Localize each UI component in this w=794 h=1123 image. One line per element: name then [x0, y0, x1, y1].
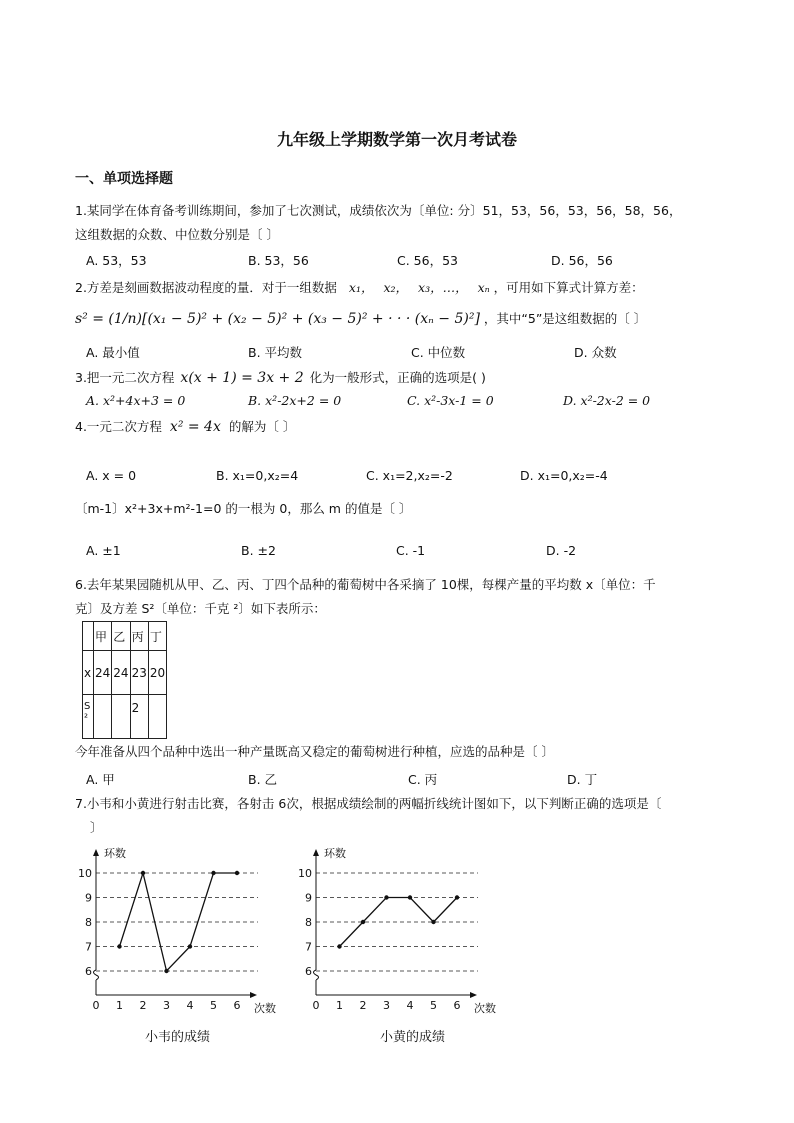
- q1-option-a[interactable]: A. 53，53: [86, 253, 147, 268]
- series-line: [120, 873, 238, 971]
- q3-option-a[interactable]: [86, 393, 185, 408]
- q4-stem: [75, 417, 295, 435]
- q3-option-c-text: C. x²-3x-1 = 0: [407, 393, 494, 408]
- section-heading: 一、单项选择题: [75, 171, 173, 187]
- q2-formula-tail: ，其中“5”是这组数据的〔 〕: [483, 311, 647, 326]
- y-tick-label: 6: [305, 965, 312, 978]
- q5-option-b[interactable]: B. ±2: [241, 543, 276, 558]
- q4-option-b[interactable]: B. x₁=0,x₂=4: [216, 468, 299, 483]
- q2-x1: x₁，: [348, 280, 374, 295]
- q4-suffix: 的解为〔 〕: [228, 419, 296, 434]
- x-axis-arrow: [250, 992, 257, 998]
- q3-equation: x(x + 1) = 3x + 2: [180, 370, 304, 386]
- table-cell: x: [83, 651, 94, 695]
- q6-option-a[interactable]: A. 甲: [86, 772, 115, 787]
- q5-option-d[interactable]: D. -2: [546, 543, 577, 558]
- table-cell: 23: [130, 651, 148, 695]
- q3-stem: [75, 368, 486, 386]
- q1-line1: 1.某同学在体育备考训练期间，参加了七次测试，成绩依次为〔单位: 分〕51，53，56，53，56，58，56，: [75, 203, 682, 218]
- y-tick-label: 6: [85, 965, 92, 978]
- q1-line2: 这组数据的众数、中位数分别是〔 〕: [75, 227, 279, 242]
- q2-x2: x₂，: [383, 280, 409, 295]
- data-point: [211, 871, 215, 875]
- q6-option-c[interactable]: C. 丙: [408, 772, 438, 787]
- table-cell: [148, 695, 166, 739]
- q1-option-c[interactable]: C. 56，53: [397, 253, 458, 268]
- series-line: [340, 898, 458, 947]
- y-tick-label: 9: [305, 891, 312, 905]
- y-tick-label: 9: [85, 891, 92, 905]
- data-point: [431, 920, 435, 924]
- table-header-cell: 丙: [130, 622, 148, 651]
- x-tick-label: 3: [163, 999, 170, 1012]
- q5-stem: 〔m-1〕x²+3x+m²-1=0 的一根为 0，那么 m 的值是〔 〕: [75, 501, 412, 516]
- q6-option-d[interactable]: D. 丁: [567, 772, 598, 787]
- table-cell: 20: [148, 651, 166, 695]
- table-cell: [94, 695, 112, 739]
- q3-option-d[interactable]: [563, 393, 650, 408]
- x-tick-label: 0: [312, 999, 320, 1012]
- chart-xiaowei: [78, 842, 290, 1020]
- x-tick-label: 1: [336, 999, 343, 1012]
- q2-xn: xₙ: [477, 280, 490, 295]
- q2-option-d[interactable]: D. 众数: [574, 345, 617, 360]
- x-axis-arrow: [470, 992, 477, 998]
- table-cell: [112, 695, 130, 739]
- q2-formula-line: [75, 309, 646, 327]
- q2-prefix: 2.方差是刻画数据波动程度的量．对于一组数据: [75, 280, 337, 295]
- y-axis-label: 环数: [104, 847, 126, 860]
- y-axis-arrow: [313, 849, 319, 856]
- table-header-cell: 丁: [148, 622, 166, 651]
- q5-option-a[interactable]: A. ±1: [86, 543, 121, 558]
- q2-x3: x₃，…，: [418, 280, 468, 295]
- data-point: [117, 944, 121, 948]
- data-point: [455, 895, 459, 899]
- q4-prefix: 4.一元二次方程: [75, 419, 162, 434]
- q3-option-d-text: D. x²-2x-2 = 0: [563, 393, 651, 408]
- page-title: 九年级上学期数学第一次月考试卷: [276, 130, 517, 149]
- y-tick-label: 10: [78, 867, 92, 880]
- q1-option-d[interactable]: D. 56，56: [551, 253, 613, 268]
- q3-option-b[interactable]: [248, 393, 341, 408]
- q3-suffix: 化为一般形式，正确的选项是( ): [309, 370, 486, 385]
- q2-option-a[interactable]: A. 最小值: [86, 345, 140, 360]
- q4-option-d[interactable]: D. x₁=0,x₂=-4: [520, 468, 608, 483]
- data-point: [188, 944, 192, 948]
- x-tick-label: 0: [92, 999, 100, 1012]
- data-point: [337, 944, 341, 948]
- y-tick-label: 8: [85, 916, 92, 929]
- chart-xiaohuang: [298, 842, 510, 1020]
- data-point: [408, 895, 412, 899]
- q7-line1: 7.小韦和小黄进行射击比赛，各射击 6次，根据成绩绘制的两幅折线统计图如下，以下判断正确的选项是〔: [75, 796, 662, 811]
- q3-option-c[interactable]: [407, 393, 494, 408]
- y-axis-label: 环数: [324, 847, 346, 860]
- variance-table: [82, 621, 167, 739]
- q2-stem: [75, 278, 644, 296]
- table-cell: 2: [130, 695, 148, 739]
- table-header-cell: [83, 622, 94, 651]
- data-point: [141, 871, 145, 875]
- x-tick-label: 3: [383, 999, 390, 1012]
- x-tick-label: 6: [233, 999, 241, 1012]
- x-tick-label: 5: [430, 999, 437, 1012]
- x-axis-label: 次数: [254, 1002, 276, 1015]
- x-tick-label: 5: [210, 999, 217, 1012]
- q5-option-c[interactable]: C. -1: [396, 543, 426, 558]
- table-header-cell: 甲: [94, 622, 112, 651]
- x-tick-label: 4: [406, 999, 414, 1012]
- data-point: [235, 871, 239, 875]
- x-tick-label: 2: [139, 999, 147, 1012]
- q3-prefix: 3.把一元二次方程: [75, 370, 175, 385]
- y-tick-label: 7: [305, 940, 312, 954]
- q6-line1: 6.去年某果园随机从甲、乙、丙、丁四个品种的葡萄树中各采摘了 10棵，每棵产量的平均数 x〔单位：千: [75, 577, 656, 592]
- x-tick-label: 2: [359, 999, 367, 1012]
- q6-option-b[interactable]: B. 乙: [248, 772, 278, 787]
- q6-line2: 克〕及方差 S²〔单位：千克 ²〕如下表所示：: [75, 601, 326, 616]
- axis-break-mark: [314, 970, 319, 980]
- y-axis-arrow: [93, 849, 99, 856]
- axis-break-mark: [94, 970, 99, 980]
- q2-option-b[interactable]: B. 平均数: [248, 345, 303, 360]
- q3-option-b-text: B. x²-2x+2 = 0: [248, 393, 342, 408]
- q4-option-c[interactable]: C. x₁=2,x₂=-2: [366, 468, 453, 483]
- q2-formula: s² = (1/n)[(x₁ − 5)² + (x₂ − 5)² + (x₃ − 5)² + · · · (xₙ − 5)²]: [75, 311, 480, 327]
- q7-line2: 〕: [90, 820, 103, 835]
- x-tick-label: 4: [186, 999, 194, 1012]
- y-tick-label: 8: [305, 916, 312, 929]
- data-point: [361, 920, 365, 924]
- table-cell: 24: [112, 651, 130, 695]
- y-tick-label: 10: [298, 867, 312, 880]
- q2-suffix: ，可用如下算式计算方差：: [493, 280, 644, 295]
- q4-equation: x² = 4x: [169, 419, 221, 435]
- table-header-cell: 乙: [112, 622, 130, 651]
- table-cell: S²: [83, 695, 94, 739]
- q3-option-a-text: A. x²+4x+3 = 0: [86, 393, 186, 408]
- x-tick-label: 6: [453, 999, 461, 1012]
- data-point: [164, 969, 168, 973]
- q6-line3: 今年准备从四个品种中选出一种产量既高又稳定的葡萄树进行种植，应选的品种是〔 〕: [75, 744, 554, 759]
- table-cell: 24: [94, 651, 112, 695]
- y-tick-label: 7: [85, 940, 92, 954]
- chart-caption-xiaohuang: 小黄的成绩: [380, 1030, 446, 1045]
- q1-option-b[interactable]: B. 53，56: [248, 253, 309, 268]
- q4-option-a[interactable]: A. x = 0: [86, 468, 137, 483]
- data-point: [384, 895, 388, 899]
- chart-caption-xiaowei: 小韦的成绩: [145, 1030, 211, 1045]
- x-axis-label: 次数: [474, 1002, 496, 1015]
- x-tick-label: 1: [116, 999, 123, 1012]
- q2-option-c[interactable]: C. 中位数: [411, 345, 466, 360]
